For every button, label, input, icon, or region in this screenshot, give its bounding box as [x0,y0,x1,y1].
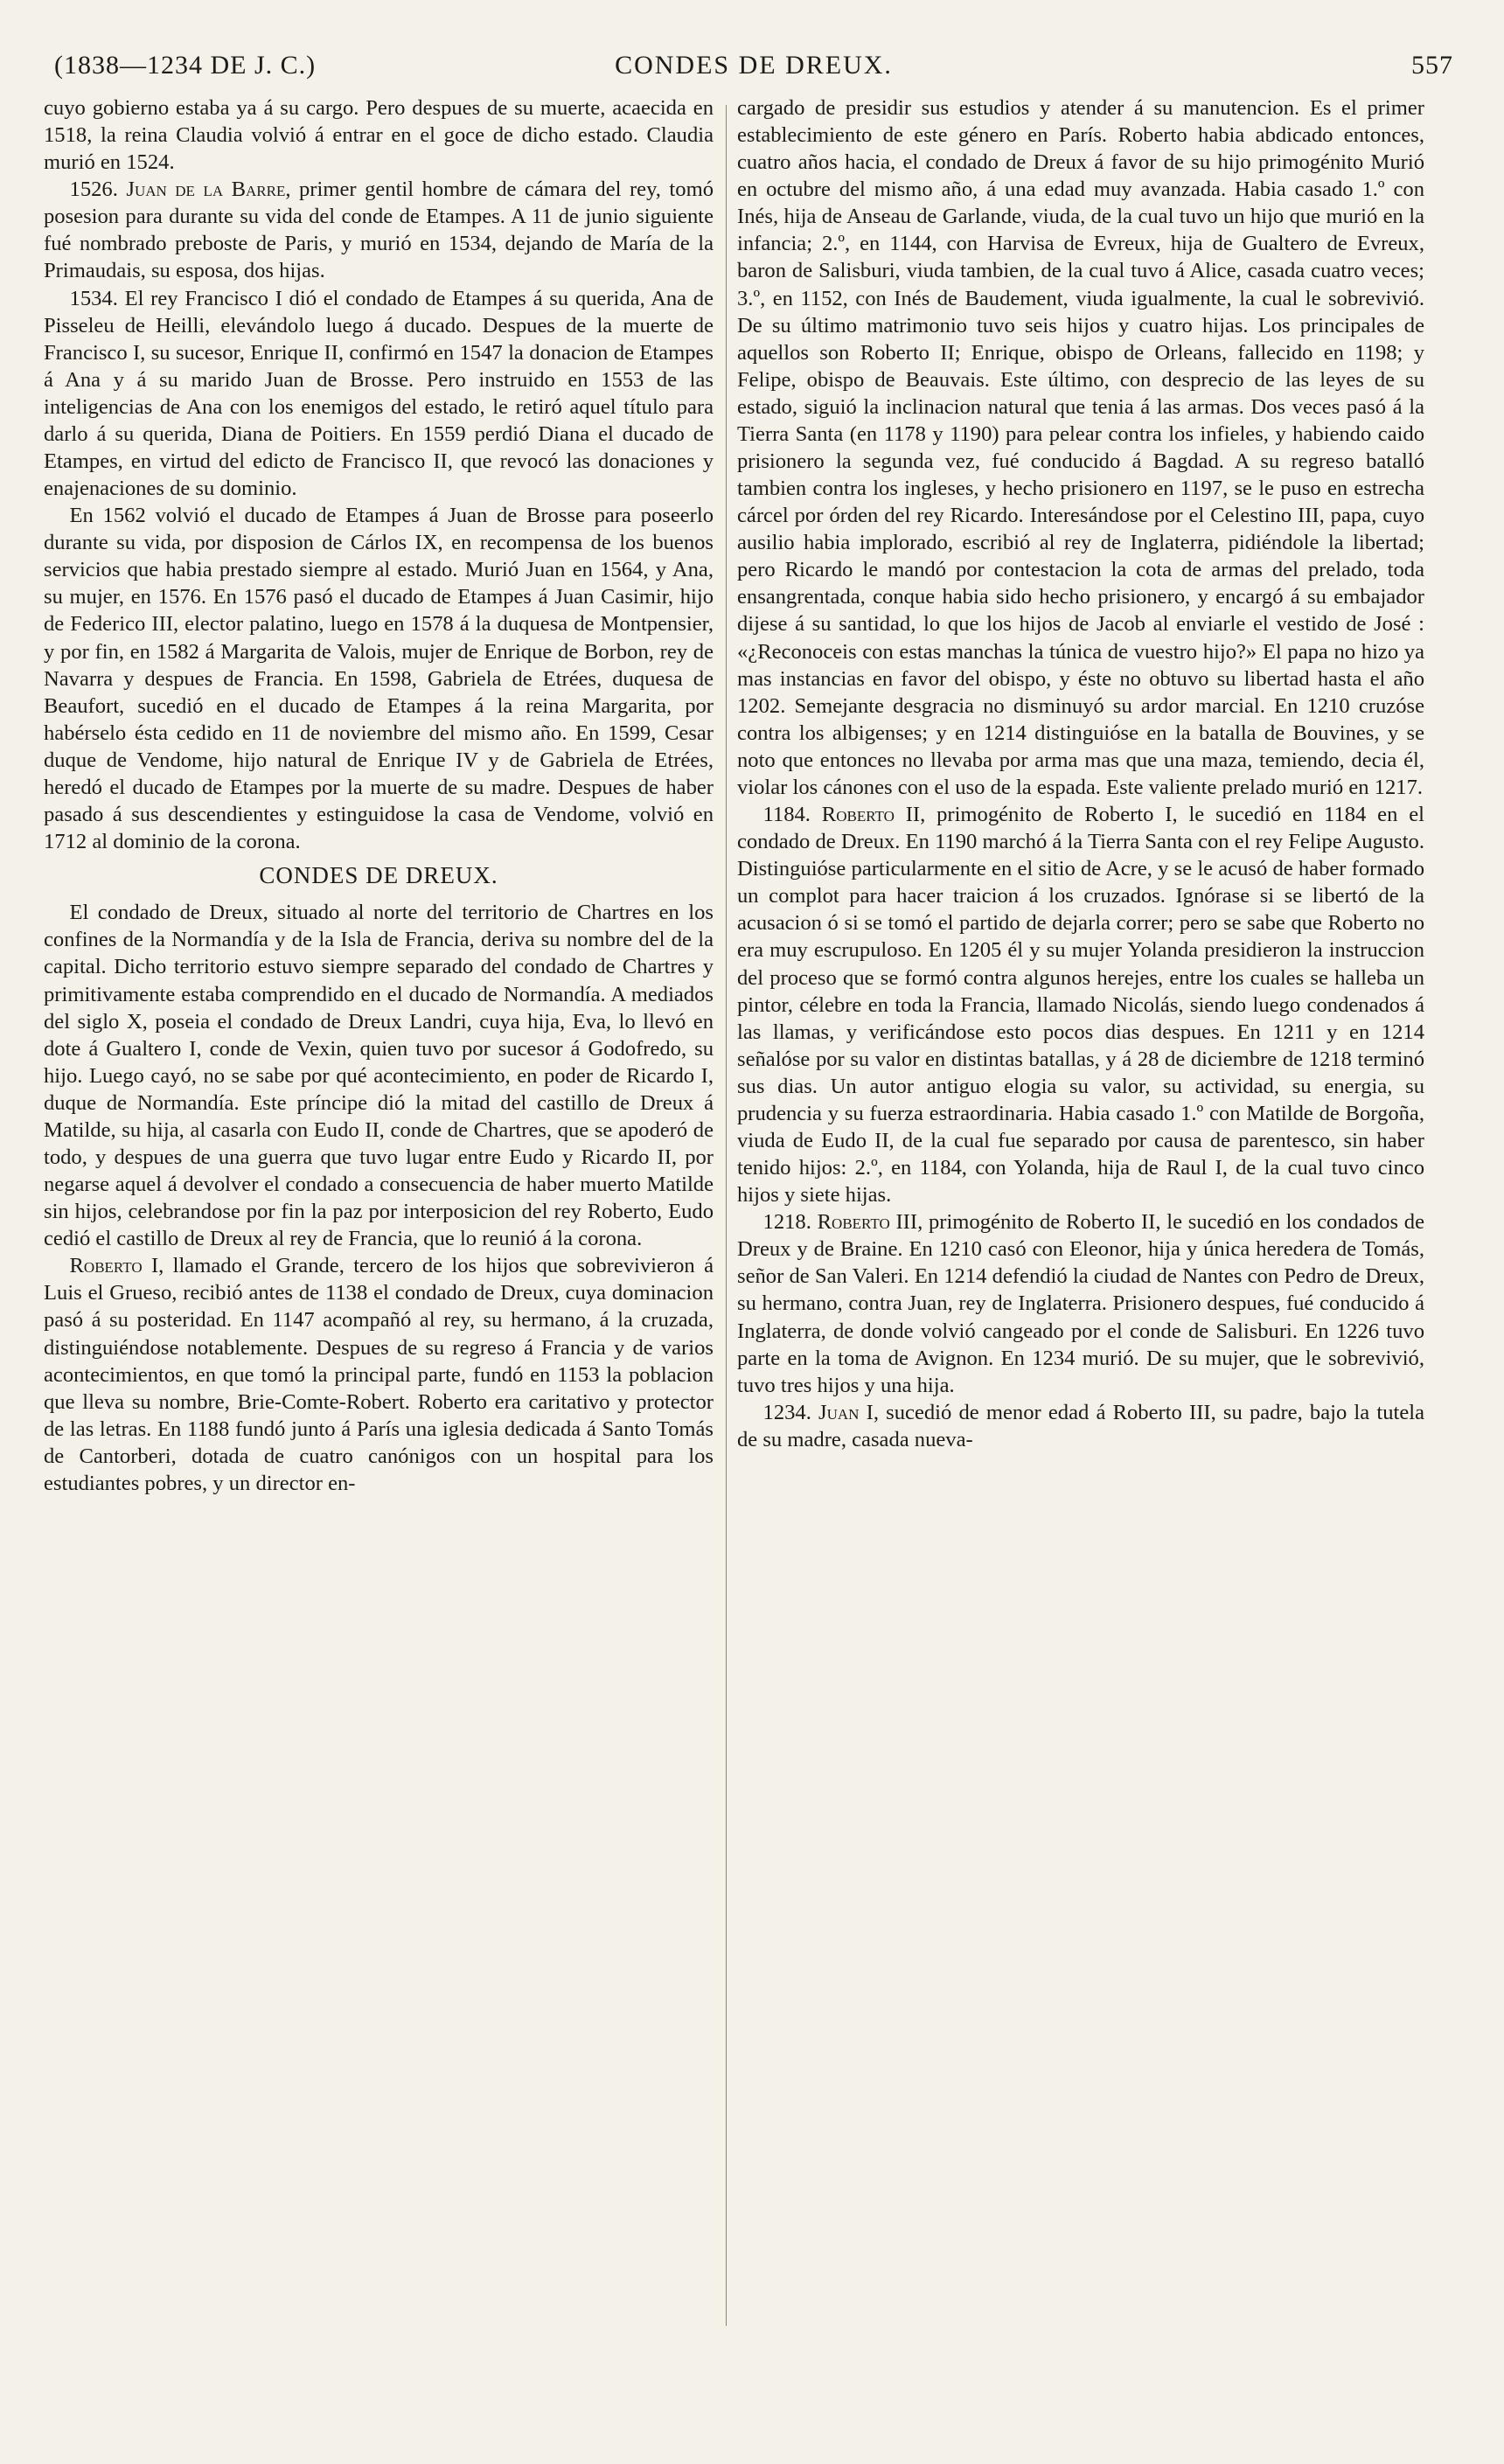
entry-year: 1534. [69,286,118,310]
page-number: 557 [1411,51,1453,80]
header-date-range: (1838—1234 DE J. C.) [54,51,317,80]
entry-year: 1526. [69,177,118,202]
running-header [54,51,1453,94]
section-heading: CONDES DE DREUX. [259,862,498,889]
paragraph: cargado de presidir sus estudios y atender á su manutencion. Es el primer establecimiento de este género en París. Roberto habia abdicado entonces, cuatro años hacia, el condado de Dreux á favor de su hijo primogénito Murió en octubre del mismo año, á una edad muy avanzada. Habia casado 1.º con Inés, hija de Anseau de Garlande, viuda, de la cual tuvo un hijo que murió en la infancia; 2.º, en 1144, con Harvisa de Evreux, hija de Gualtero de Evreux, baron de Salisburi, viuda tambien, de la cual tuvo á Alice, casada cuatro veces; 3.º, en 1152, con Inés de Baudement, viuda igualmente, la cual le sobrevivió. De su último matrimonio tuvo seis hijos y cuatro hijas. Los principales de aquellos son Roberto II; Enrique, obispo de Orleans, fallecido en 1198; y Felipe, obispo de Beauvais. Este último, con desprecio de las leyes de su estado, siguió la inclinacion natural que tenia á las armas. Dos veces pasó á la Tierra Santa (en 1178 y 1190) para pelear contra los infieles, y habiendo caido prisionero la segunda vez, fué conducido á Bagdad. A su regreso batalló tambien contra los ingleses, y hecho prisionero en 1197, se le puso en estrecha cárcel por órden del rey Ricardo. Interesándose por el Celestino III, papa, cuyo ausilio habia implorado, escribió al rey de Inglaterra, pidiéndole la libertad; pero Ricardo le mandó por contestacion la cota de armas del prelado, toda ensangrentada, conque habia sido hecho prisionero, y encargó á su embajador dijese á su santidad, lo que los hijos de Jacob al enviarle el vestido de José : «¿Reconoceis con estas manchas la túnica de vuestro hijo?» El papa no hizo ya mas instancias en favor del obispo, y éste no obtuvo su libertad hasta el año 1202. Semejante desgracia no disminuyó su ardor marcial. En 1210 cruzóse contra los albigenses; y en 1214 distinguióse en la batalla de Bouvines, y se noto que entonces no llevaba por arma mas que una maza, temiendo, decia él, violar los cánones con el uso de la espada. Este valiente prelado murió en 1217. [737,96,1424,799]
column-divider [726,105,727,2326]
header-title: CONDES DE DREUX. [615,51,893,80]
paragraph: Roberto I, llamado el Grande, tercero de los hijos que sobrevivieron á Luis el Grueso, recibió antes de 1138 el condado de Dreux, cuya dominacion pasó á su posteridad. En 1147 acompañó al rey, su hermano, á la cruzada, distinguiéndose notablemente. Despues de su regreso á Francia y de varios acontecimientos, en que tomó la principal parte, fundó en 1153 la poblacion que lleva su nombre, Brie-Comte-Robert. Roberto era caritativo y protector de las letras. En 1188 fundó junto á París una iglesia dedicada á Santo Tomás de Cantorberi, dotada de cuatro canónigos con un hospital para los estudiantes pobres, y un director en- [44,1254,714,1495]
paragraph: 1218. Roberto III, primogénito de Roberto II, le sucedió en los condados de Dreux y de Braine. En 1210 casó con Eleonor, hija y única heredera de Tomás, señor de San Valeri. En 1214 defendió la ciudad de Nantes con Pedro de Dreux, su hermano, contra Juan, rey de Inglaterra. Prisionero despues, fué conducido á Inglaterra, de donde volvió cangeado por el conde de Salisburi. En 1226 tuvo parte en la toma de Avignon. En 1234 murió. De su mujer, que le sobrevivió, tuvo tres hijos y una hija. [737,1210,1425,1397]
person-name: Roberto I [69,1254,159,1278]
entry-year: 1218. [762,1210,811,1235]
paragraph: El condado de Dreux, situado al norte del territorio de Chartres en los confines de la Normandía y de la Isla de Francia, deriva su nombre del de la capital. Dicho territorio estuvo siempre separado del condado de Chartres y primitivamente estaba comprendido en el ducado de Normandía. A mediados del siglo X, poseia el condado de Dreux Landri, cuya hija, Eva, lo llevó en dote á Gualtero I, conde de Vexin, quien tuvo por sucesor á Godofredo, su hijo. Luego cayó, no se sabe por qué acontecimiento, en poder de Ricardo I, duque de Normandía. Este príncipe dió la mitad del castillo de Dreux á Matilde, su hija, al casarla con Eudo II, conde de Chartres, que se apoderó de todo, y despues de una guerra que tuvo lugar entre Eudo y Ricardo II, por negarse aquel á devolver el condado a consecuencia de haber muerto Matilde sin hijos, celebrandose por fin la paz por interposicion del rey Roberto, Eudo cedió el castillo de Dreux al rey de Francia, que lo reunió á la corona. [44,901,714,1251]
paragraph: 1234. Juan I, sucedió de menor edad á Roberto III, su padre, bajo la tutela de su madre, casada nueva- [737,1400,1424,1451]
paragraph: 1534. El rey Francisco I dió el condado de Etampes á su querida, Ana de Pisseleu de Heilli, elevándolo luego á ducado. Despues de la muerte de Francisco I, su sucesor, Enrique II, confirmó en 1547 la donacion de Etampes á Ana y á su marido Juan de Brosse. Pero instruido en 1553 de las inteligencias de Ana con los enemigos del estado, le retiró aquel título para darlo á su querida, Diana de Poitiers. En 1559 perdió Diana el ducado de Etampes, en virtud del edicto de Francisco II, que revocó las donaciones y enajenaciones de su dominio. [44,286,714,501]
paragraph: En 1562 volvió el ducado de Etampes á Juan de Brosse para poseerlo durante su vida, por disposion de Cárlos IX, en recompensa de los buenos servicios que habia prestado siempre al estado. Murió Juan en 1564, y Ana, su mujer, en 1576. En 1576 pasó el ducado de Etampes á Juan Casimir, hijo de Federico III, elector palatino, luego en 1578 á la duquesa de Montpensier, y por fin, en 1582 á Margarita de Valois, mujer de Enrique de Borbon, rey de Navarra y despues de Francia. En 1598, Gabriela de Etrées, duquesa de Beaufort, sucedió en el ducado de Etampes á la reina Margarita, por habérselo ésta cedido en 11 de noviembre del mismo año. En 1599, Cesar duque de Vendome, hijo natural de Enrique IV y de Gabriela de Etrées, heredó el ducado de Etampes por la muerte de su madre. Despues de haber pasado á sus descendientes y estinguidose la casa de Vendome, volvió en 1712 al dominio de la corona. [44,504,714,854]
paragraph: cuyo gobierno estaba ya á su cargo. Pero despues de su muerte, acaecida en 1518, la reina Claudia volvió á entrar en el goce de dicho estado. Claudia murió en 1524. [44,96,714,175]
paragraph: 1526. Juan de la Barre, primer gentil hombre de cámara del rey, tomó posesion para durante su vida del conde de Etampes. A 11 de junio siguiente fué nombrado preboste de Paris, y murió en 1534, dejando de María de la Primaudais, su esposa, dos hijas. [44,177,714,283]
person-name: Juan de la Barre [126,177,286,202]
person-name: Juan I [818,1400,874,1424]
left-column [44,94,714,2455]
right-column [737,94,1424,2455]
entry-year: 1184. [762,803,811,827]
entry-year: 1234. [762,1400,811,1424]
person-name: Roberto II [821,803,921,827]
person-name: Roberto III [817,1210,918,1235]
paragraph: 1184. Roberto II, primogénito de Roberto I, le sucedió en 1184 en el condado de Dreux. En 1190 marchó á la Tierra Santa con el rey Felipe Augusto. Distinguióse particularmente en el sitio de Acre, y se le acusó de haber formado un complot para hacer traicion á los cruzados. Ignórase si se libertó de la acusacion ó si se tomó el partido de dejarla correr; pero se sabe que Roberto no era muy escrupuloso. En 1205 él y su mujer Yolanda presidieron la instruccion del proceso que se formó contra algunos herejes, entre los cuales se halleba un pintor, célebre en toda la Francia, llamado Nicolás, siendo luego condenados á las llamas, y verificándose esto pocos dias despues. En 1211 y en 1214 señalóse por su valor en distintas batallas, y á 28 de diciembre de 1218 terminó sus dias. Un autor antiguo elogia su valor, su actividad, su energia, su prudencia y su fuerza estraordinaria. Habia casado 1.º con Matilde de Borgoña, viuda de Eudo II, de la cual fue separado por causa de parentesco, sin haber tenido hijos: 2.º, en 1184, con Yolanda, hija de Raul I, de la cual tuvo cinco hijos y siete hijas. [737,803,1424,1208]
